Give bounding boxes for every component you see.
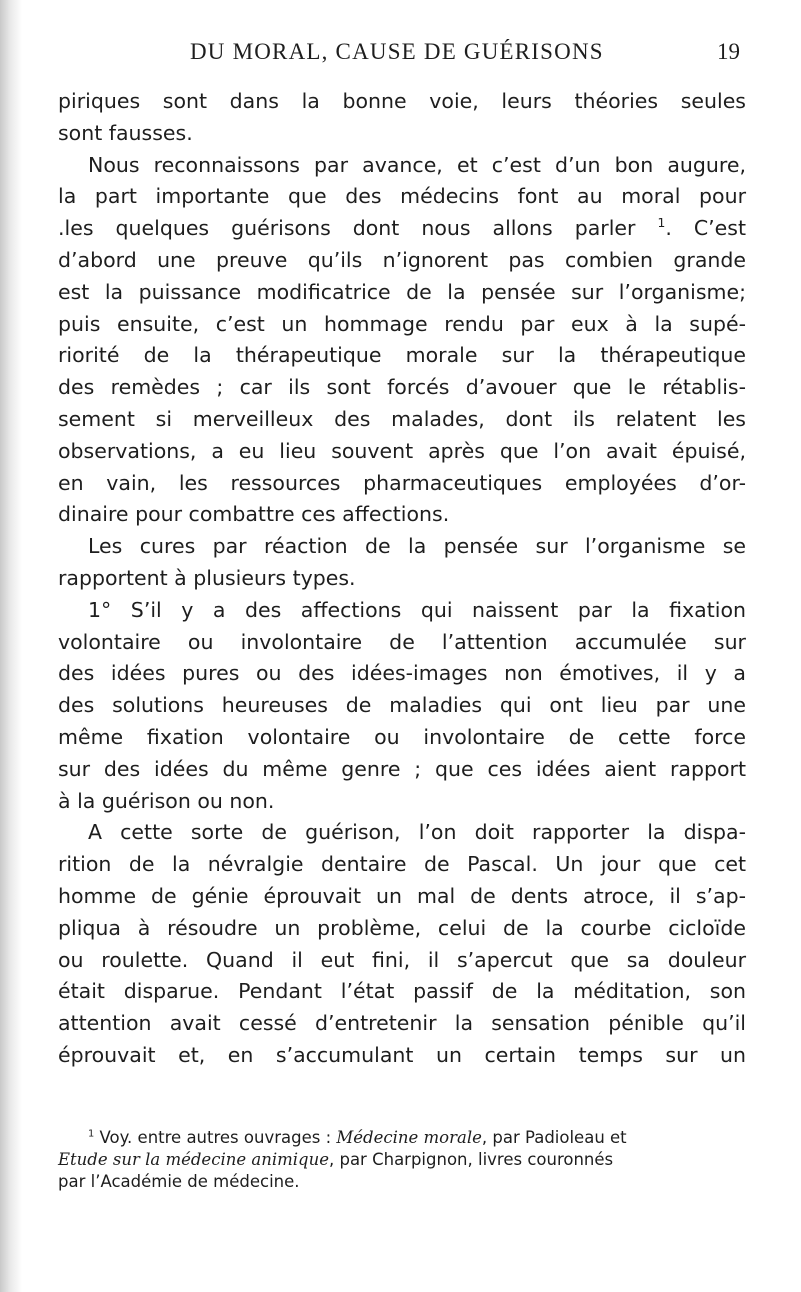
text-line: sur des idées du même genre ; que ces idées aient rapport (58, 756, 746, 781)
text-line: A cette sorte de guérison, l’on doit rapporter la dispa- (88, 820, 746, 845)
text-line: homme de génie éprouvait un mal de dents atroce, il s’ap- (58, 883, 746, 908)
text-line: riorité de la thérapeutique morale sur la thérapeutique (58, 343, 746, 368)
text-line: d’abord une preuve qu’ils n’ignorent pas combien grande (58, 247, 746, 272)
text-line: était disparue. Pendant l’état passif de la méditation, son (58, 979, 746, 1004)
running-title: DU MORAL, CAUSE DE GUÉRISONS (190, 39, 604, 64)
footnote-book-title: Médecine morale (336, 1128, 482, 1147)
text-line: sont fausses. (58, 120, 193, 145)
text-line: des idées pures ou des idées-images non émotives, il y a (58, 661, 746, 686)
text-line: observations, a eu lieu souvent après que l’on avait épuisé, (58, 438, 746, 463)
text-line: pliqua à résoudre un problème, celui de la courbe cicloïde (58, 915, 746, 940)
text-line: 1° S’il y a des affections qui naissent par la fixation (88, 597, 746, 622)
text-line: volontaire ou involontaire de l’attention accumulée sur (58, 629, 746, 654)
text-line-part: .les quelques guérisons dont nous allons parler (58, 216, 636, 241)
text-line: à la guérison ou non. (58, 788, 275, 813)
text-line: en vain, les ressources pharmaceutiques employées d’or- (58, 470, 746, 495)
text-line: sement si merveilleux des malades, dont ils relatent les (58, 406, 746, 431)
footnote-line: par l’Académie de médecine. (58, 1172, 300, 1191)
text-line: puis ensuite, c’est un hommage rendu par eux à la supé- (58, 311, 746, 336)
footnote-text: , par Padioleau et (481, 1128, 627, 1147)
text-line: dinaire pour combattre ces affections. (58, 502, 450, 527)
footnote-reference: 1 (657, 216, 666, 231)
page-number: 19 (717, 39, 740, 64)
footnotes (58, 1127, 746, 1193)
text-line-part: . C’est (665, 216, 746, 241)
text-line: piriques sont dans la bonne voie, leurs théories seules (58, 89, 746, 113)
text-line: est la puissance modificatrice de la pensée sur l’organisme; (58, 279, 746, 304)
text-line: attention avait cessé d’entretenir la sensation pénible qu’il (58, 1011, 746, 1036)
footnote-text: , par Charpignon, livres couronnés (328, 1150, 614, 1169)
text-line: même fixation volontaire ou involontaire de cette force (58, 724, 746, 749)
running-head (190, 39, 740, 75)
body-text (58, 86, 746, 1072)
text-line: Nous reconnaissons par avance, et c’est d’un bon augure, (88, 152, 746, 177)
text-line: Les cures par réaction de la pensée sur l’organisme se (88, 534, 746, 559)
text-line: ou roulette. Quand il eut fini, il s’apercut que sa douleur (58, 947, 746, 972)
text-line: éprouvait et, en s’accumulant un certain temps sur un (58, 1042, 746, 1067)
footnote-line (58, 1149, 746, 1171)
footnote-line (58, 1127, 746, 1149)
text-line: des remèdes ; car ils sont forcés d’avouer que le rétablis- (58, 375, 746, 400)
text-line (58, 213, 746, 245)
footnote-text: Voy. entre autres ouvrages : (99, 1128, 337, 1147)
text-line: rapportent à plusieurs types. (58, 565, 356, 590)
footnote-marker: 1 (88, 1128, 95, 1140)
text-line: la part importante que des médecins font au moral pour (58, 184, 746, 209)
footnote-book-title: Etude sur la médecine animique (58, 1150, 329, 1169)
text-line: rition de la névralgie dentaire de Pascal. Un jour que cet (58, 852, 746, 877)
text-line: des solutions heureuses de maladies qui ont lieu par une (58, 693, 746, 718)
